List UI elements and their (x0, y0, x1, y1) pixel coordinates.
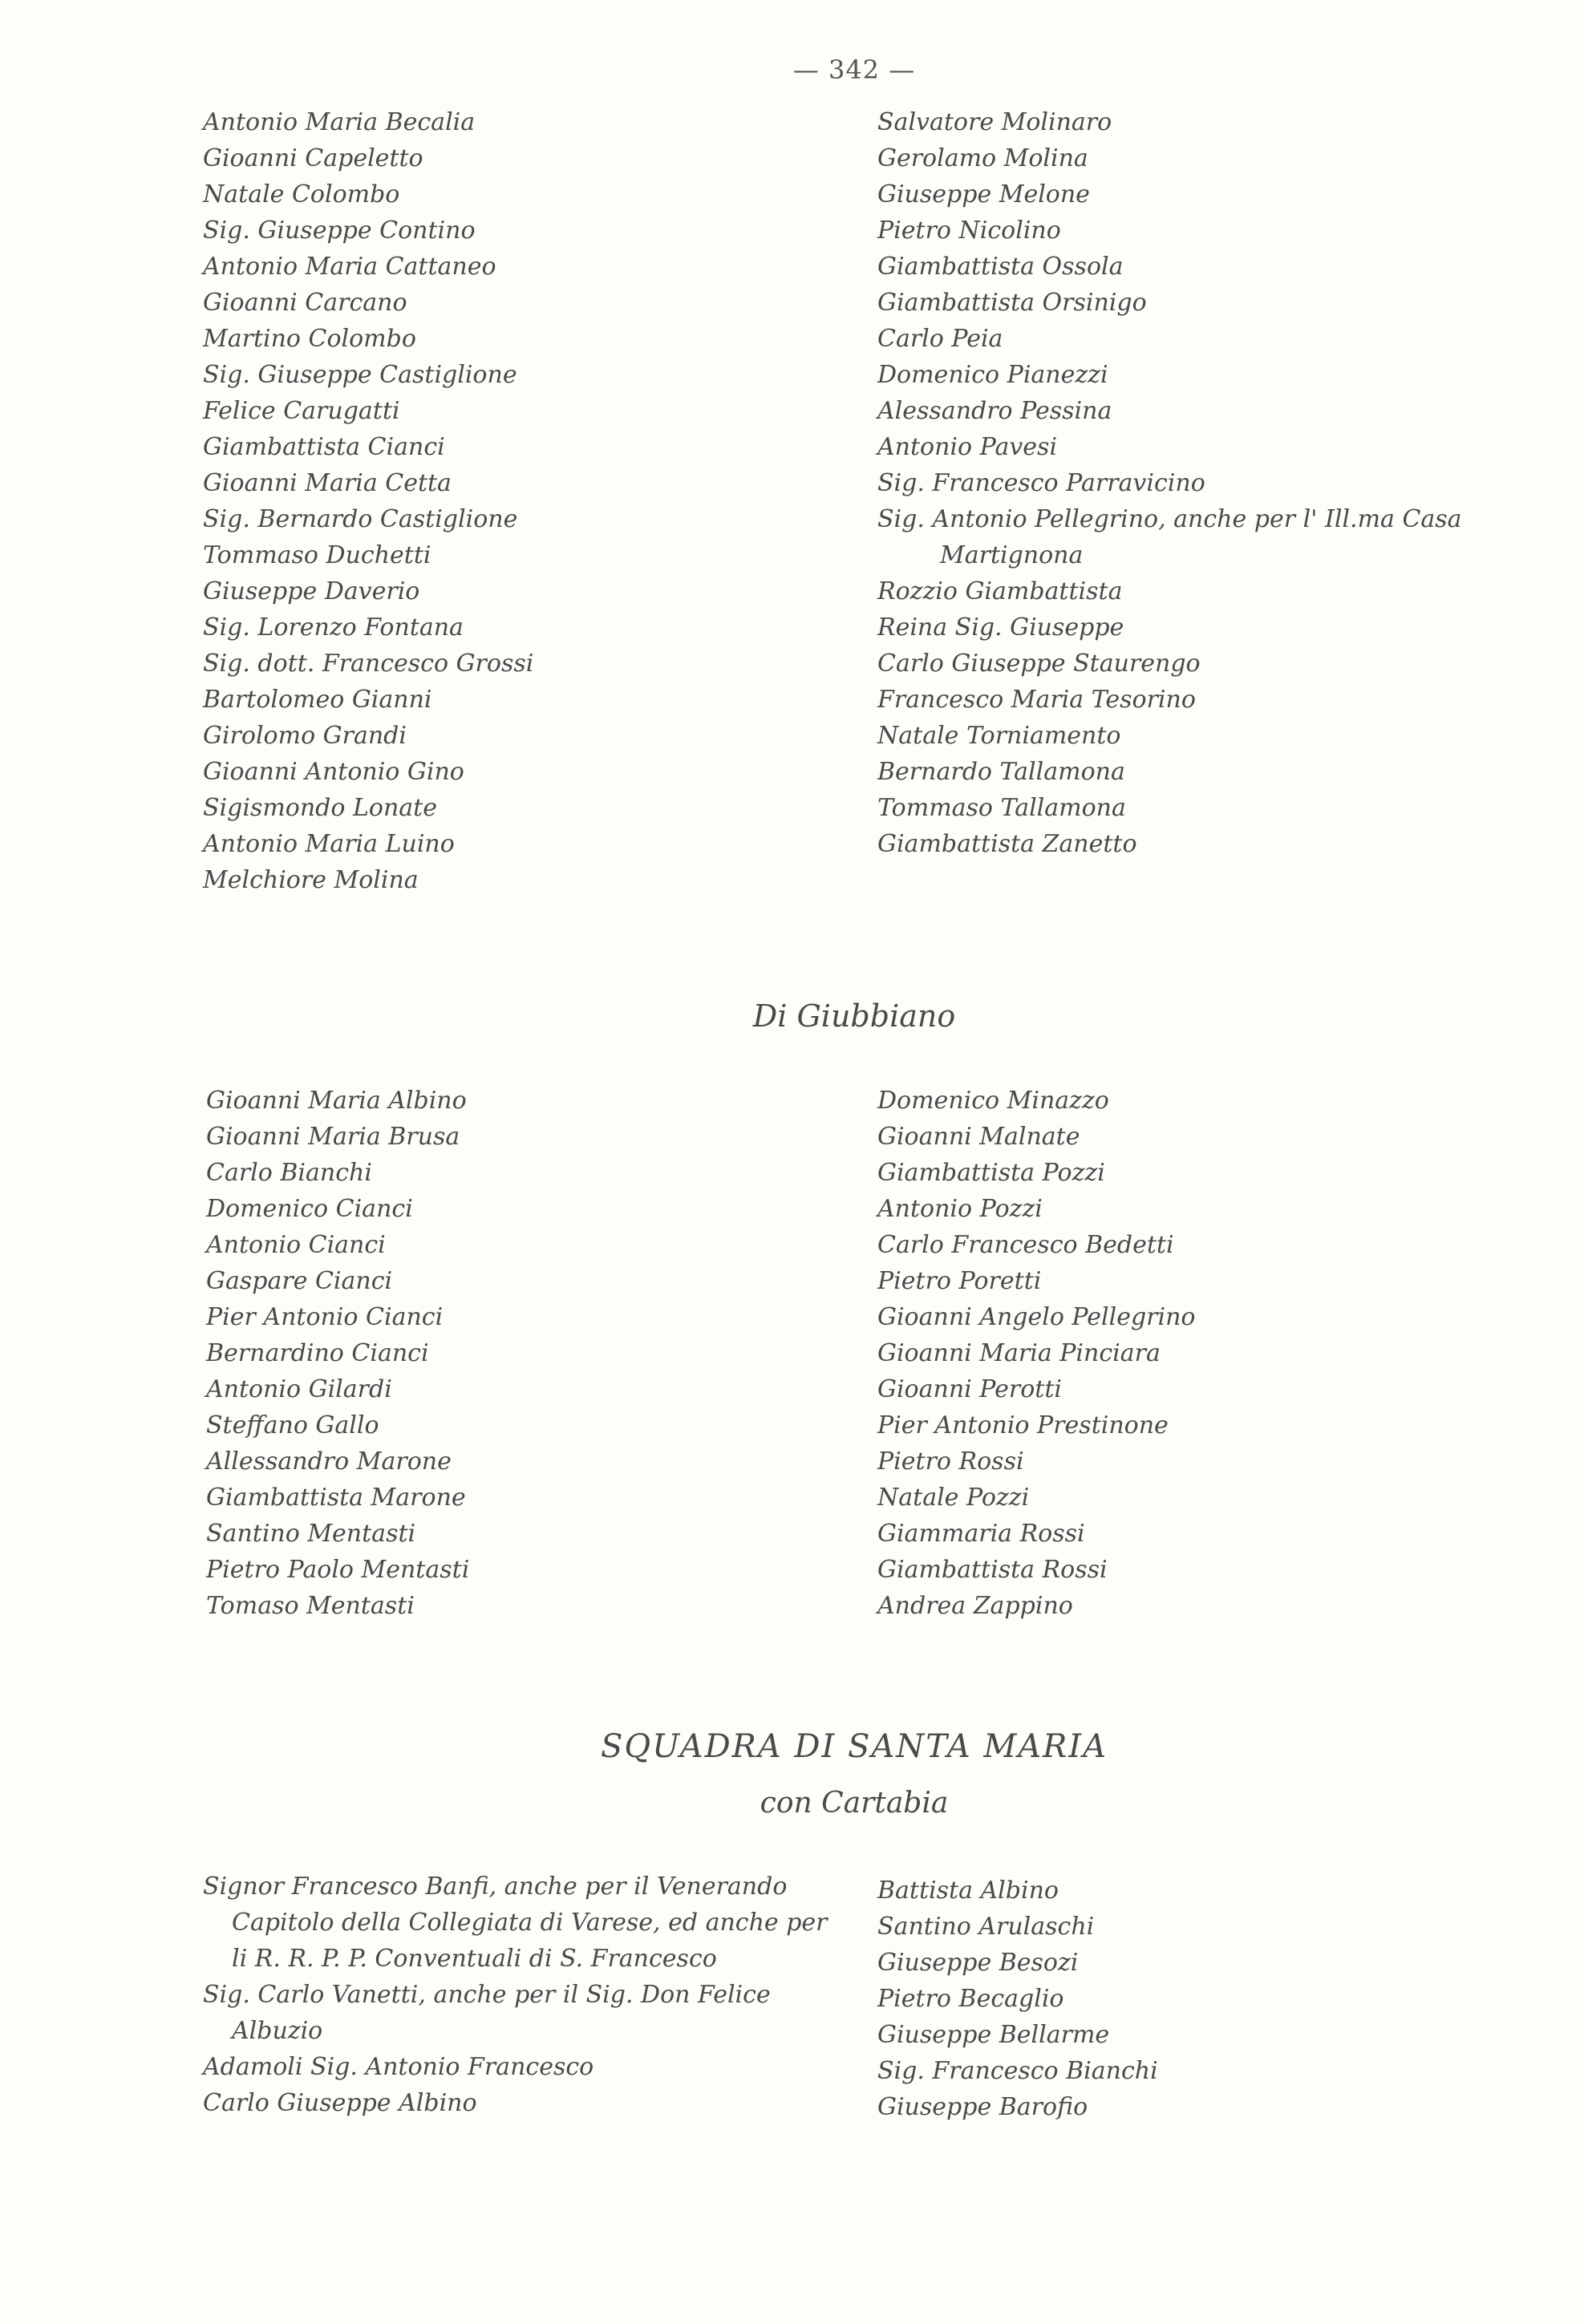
name-list-right (877, 1873, 1158, 2125)
section-heading-squadra: SQUADRA DI SANTA MARIA (601, 1728, 1108, 1765)
list-item: Sig. Carlo Vanetti, anche per il Sig. Don Felice (203, 1981, 771, 2009)
list-item: Martino Colombo (203, 325, 416, 353)
list-item: Antonio Pavesi (877, 433, 1058, 461)
list-item: Gioanni Antonio Gino (203, 758, 464, 786)
list-item: Antonio Maria Cattaneo (203, 253, 496, 281)
list-item: Antonio Pozzi (877, 1195, 1043, 1223)
list-item: Natale Torniamento (877, 722, 1121, 750)
section-subheading: con Cartabia (760, 1787, 949, 1820)
list-item: Gioanni Malnate (877, 1123, 1080, 1151)
list-item: Girolomo Grandi (203, 722, 407, 750)
list-item: Gioanni Maria Albino (206, 1087, 467, 1115)
list-item: Signor Francesco Banfi, anche per il Venerando (203, 1873, 788, 1901)
list-item: Giambattista Zanetto (877, 830, 1137, 858)
list-item: Sig. Lorenzo Fontana (203, 613, 464, 642)
list-item: Gioanni Carcano (203, 289, 407, 317)
list-item: Gioanni Maria Brusa (206, 1123, 460, 1151)
list-item: Santino Arulaschi (877, 1913, 1095, 1941)
list-item: Natale Colombo (203, 180, 400, 209)
list-item: Sig. Giuseppe Castiglione (203, 361, 517, 389)
list-item: Carlo Giuseppe Albino (203, 2089, 477, 2117)
list-item: Giuseppe Barofio (877, 2093, 1088, 2121)
list-item: Battista Albino (877, 1877, 1059, 1905)
list-item: Pietro Poretti (877, 1267, 1042, 1295)
list-item: Bernardino Cianci (206, 1339, 429, 1367)
list-item: Sig. Giuseppe Contino (203, 217, 476, 245)
list-item: Santino Mentasti (206, 1520, 416, 1548)
list-item: Allessandro Marone (206, 1447, 452, 1476)
list-item: Antonio Cianci (206, 1231, 386, 1259)
name-list-left (206, 1083, 469, 1624)
list-item: Reina Sig. Giuseppe (877, 613, 1124, 642)
name-list-left (203, 104, 533, 898)
list-item: Giambattista Pozzi (877, 1159, 1105, 1187)
list-item: Giambattista Rossi (877, 1556, 1108, 1584)
list-item: Francesco Maria Tesorino (877, 686, 1196, 714)
list-item: Pietro Paolo Mentasti (206, 1556, 470, 1584)
list-item: Gerolamo Molina (877, 144, 1088, 172)
list-item: Sig. Antonio Pellegrino, anche per l' Ill.ma Casa (877, 505, 1462, 533)
list-item: Andrea Zappino (877, 1592, 1073, 1620)
name-list-left (203, 1869, 828, 2121)
name-list-right (877, 1083, 1195, 1624)
list-item: Giambattista Orsinigo (877, 289, 1147, 317)
page-number: — 342 — (792, 55, 916, 85)
list-item: Bartolomeo Gianni (203, 686, 432, 714)
list-item: Giambattista Marone (206, 1484, 466, 1512)
list-item: Sigismondo Lonate (203, 794, 437, 822)
list-item: Antonio Maria Becalia (203, 108, 476, 136)
list-item: Gioanni Perotti (877, 1375, 1062, 1403)
list-item: Antonio Gilardi (206, 1375, 392, 1403)
list-item-continuation: Martignona (940, 541, 1084, 569)
list-item: Giambattista Cianci (203, 433, 445, 461)
list-item: Pier Antonio Prestinone (877, 1411, 1169, 1439)
list-item: Sig. Bernardo Castiglione (203, 505, 518, 533)
list-item: Carlo Bianchi (206, 1159, 372, 1187)
list-item: Giambattista Ossola (877, 253, 1124, 281)
list-item: Rozzio Giambattista (877, 577, 1123, 605)
list-item: Carlo Giuseppe Staurengo (877, 650, 1201, 678)
name-list-right (877, 104, 1462, 862)
list-item: Carlo Peia (877, 325, 1003, 353)
list-item: Gioanni Capeletto (203, 144, 423, 172)
list-item: Tomaso Mentasti (206, 1592, 415, 1620)
list-item: Steffano Gallo (206, 1411, 379, 1439)
list-item-continuation: Capitolo della Collegiata di Varese, ed anche per (232, 1909, 828, 1937)
list-item: Salvatore Molinaro (877, 108, 1112, 136)
list-item: Pietro Becaglio (877, 1985, 1064, 2013)
list-item: Sig. Francesco Bianchi (877, 2057, 1158, 2085)
list-item: Sig. Francesco Parravicino (877, 469, 1205, 497)
list-item: Bernardo Tallamona (877, 758, 1125, 786)
list-item: Adamoli Sig. Antonio Francesco (203, 2053, 594, 2081)
list-item: Giuseppe Melone (877, 180, 1090, 209)
list-item: Giuseppe Daverio (203, 577, 420, 605)
list-item: Giammaria Rossi (877, 1520, 1085, 1548)
list-item: Melchiore Molina (203, 866, 419, 894)
list-item-continuation: Albuzio (232, 2017, 323, 2045)
list-item: Sig. dott. Francesco Grossi (203, 650, 534, 678)
list-item: Domenico Minazzo (877, 1087, 1109, 1115)
list-item: Felice Carugatti (203, 397, 400, 425)
section-heading-giubbiano: Di Giubbiano (752, 998, 956, 1034)
list-item: Gioanni Maria Cetta (203, 469, 452, 497)
list-item: Carlo Francesco Bedetti (877, 1231, 1174, 1259)
list-item: Giuseppe Bellarme (877, 2021, 1110, 2049)
list-item: Alessandro Pessina (877, 397, 1112, 425)
list-item-continuation: li R. R. P. P. Conventuali di S. Francesco (232, 1945, 717, 1973)
list-item: Pietro Nicolino (877, 217, 1061, 245)
list-item: Pietro Rossi (877, 1447, 1024, 1476)
list-item: Domenico Cianci (206, 1195, 413, 1223)
list-item: Antonio Maria Luino (203, 830, 455, 858)
list-item: Tommaso Tallamona (877, 794, 1126, 822)
list-item: Gaspare Cianci (206, 1267, 393, 1295)
list-item: Pier Antonio Cianci (206, 1303, 444, 1331)
list-item: Gioanni Angelo Pellegrino (877, 1303, 1196, 1331)
list-item: Giuseppe Besozi (877, 1949, 1079, 1977)
list-item: Natale Pozzi (877, 1484, 1030, 1512)
list-item: Tommaso Duchetti (203, 541, 431, 569)
list-item: Domenico Pianezzi (877, 361, 1108, 389)
list-item: Gioanni Maria Pinciara (877, 1339, 1161, 1367)
